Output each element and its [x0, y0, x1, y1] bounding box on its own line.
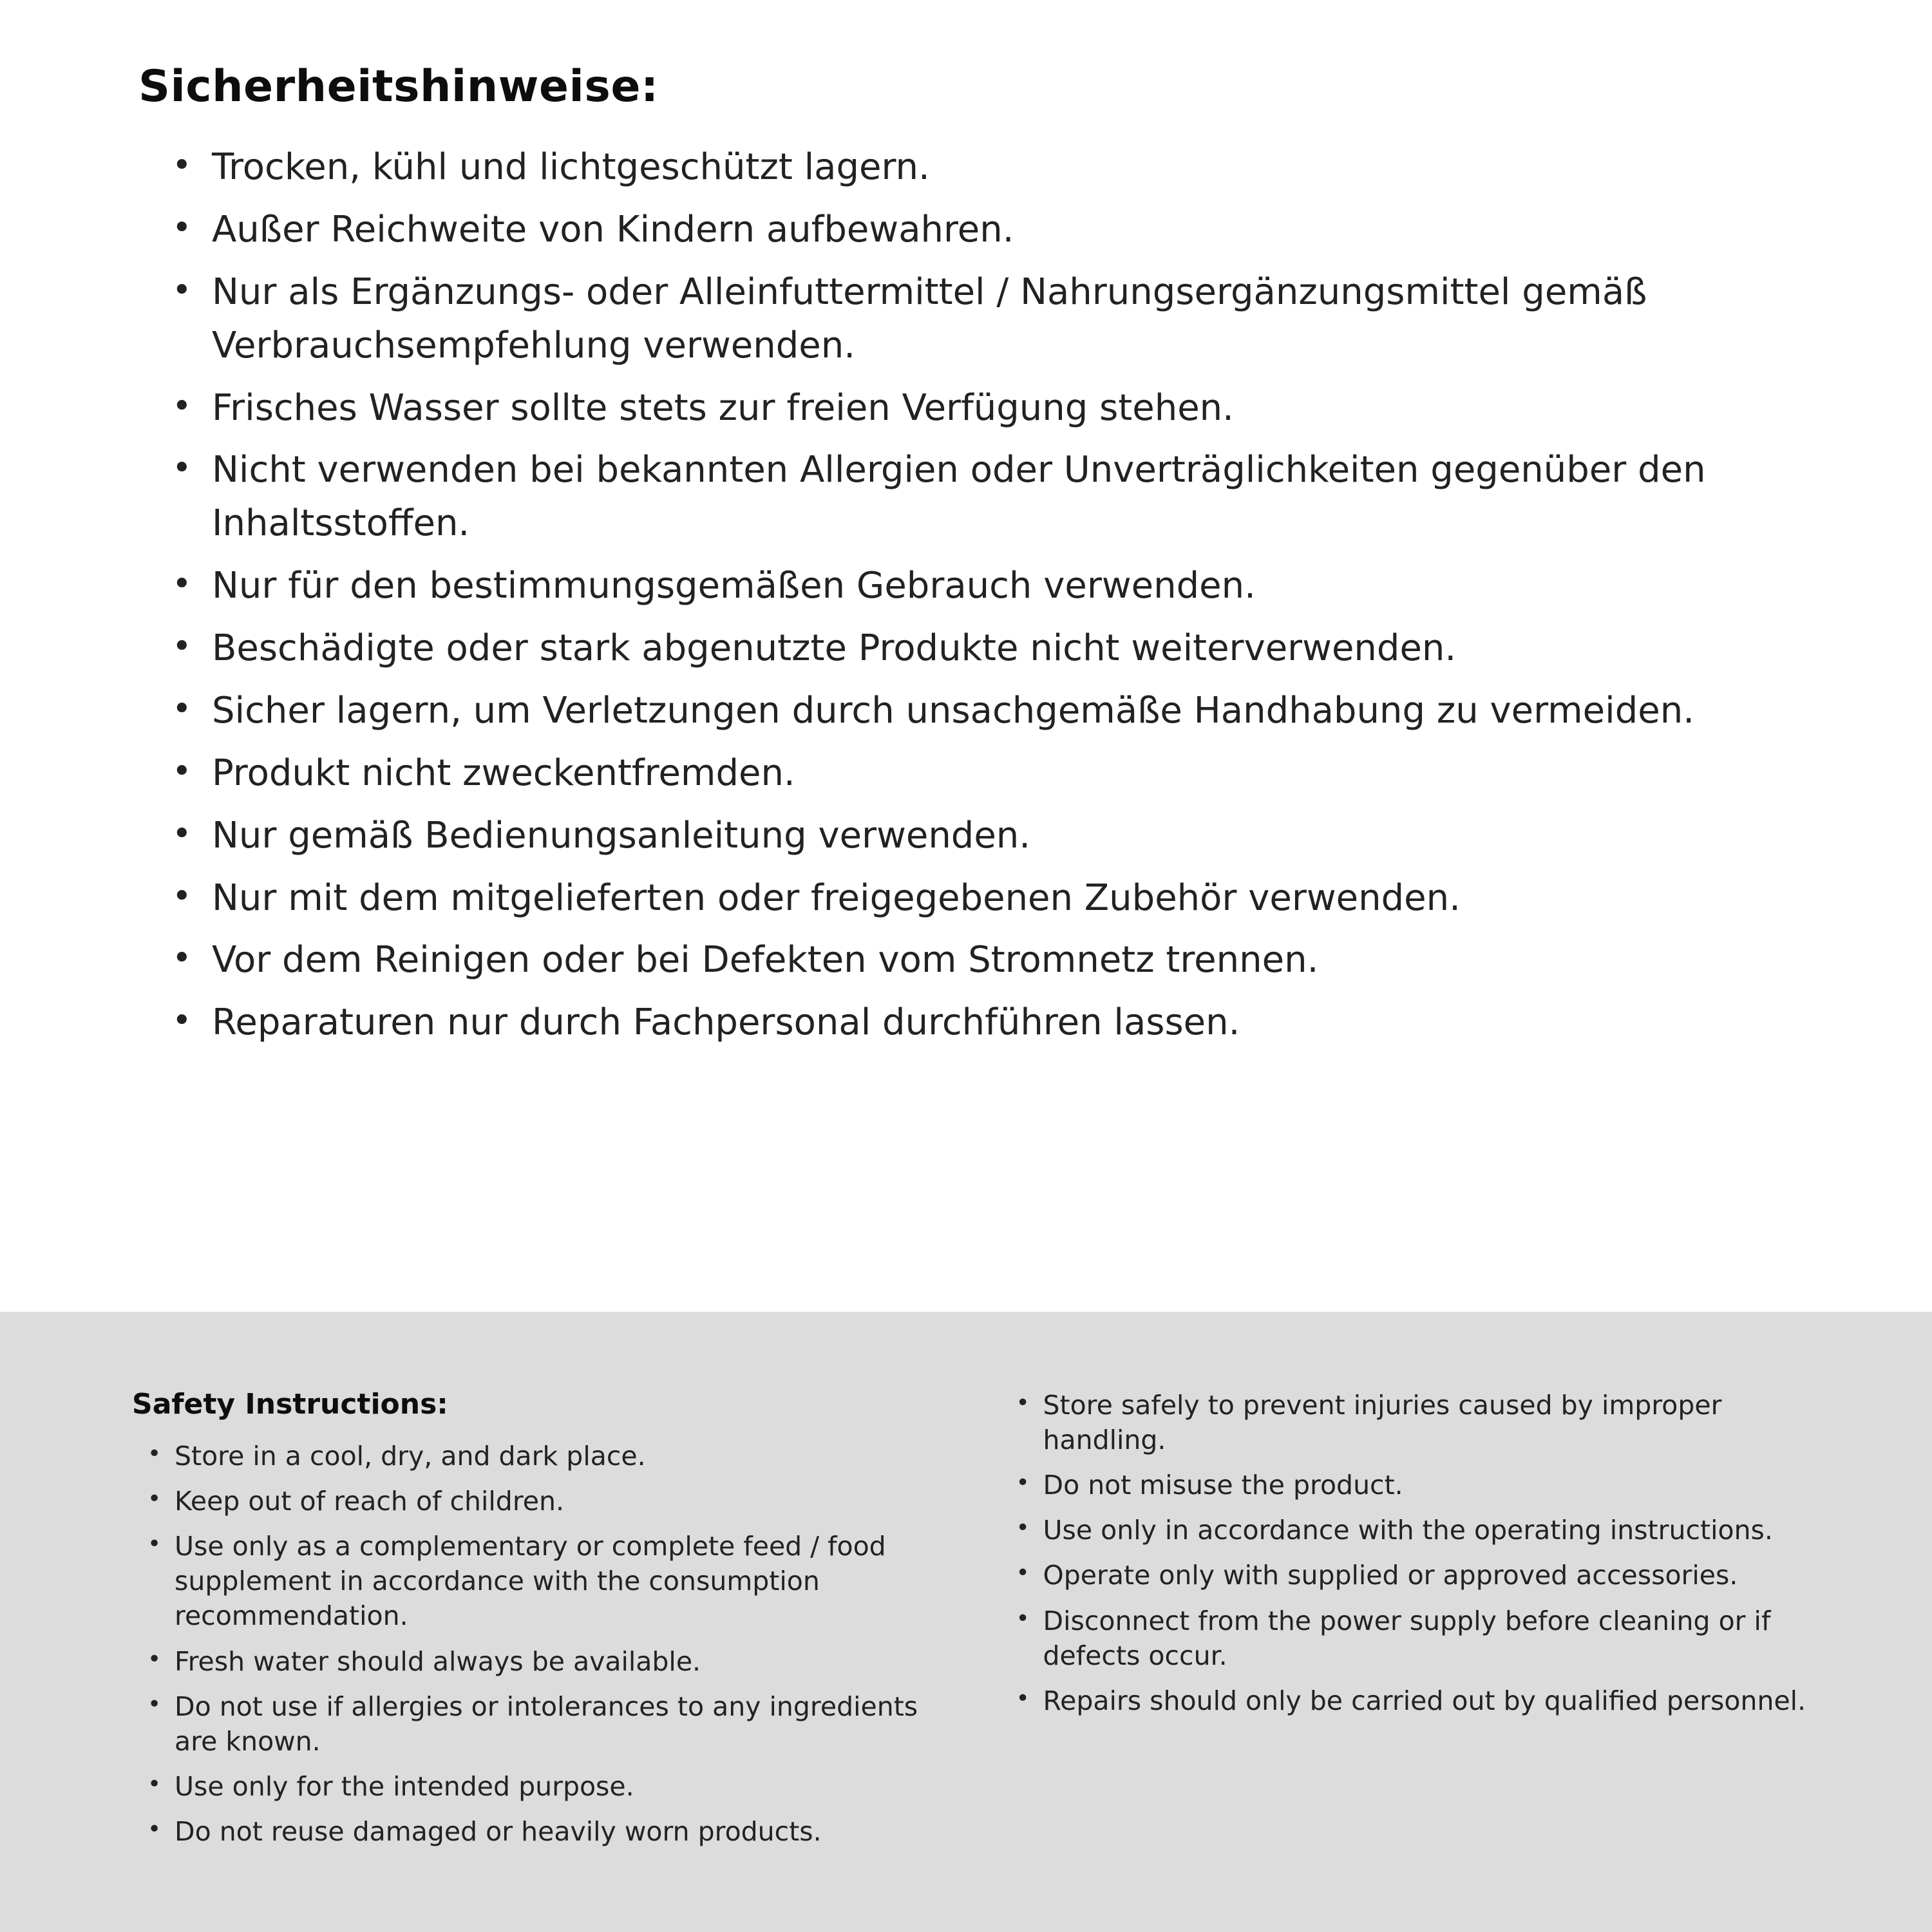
english-right-column: [1016, 1388, 1823, 1932]
list-item: • Operate only with supplied or approved accessories.: [1016, 1558, 1823, 1593]
list-item: • Reparaturen nur durch Fachpersonal durchführen lassen.: [172, 996, 1816, 1050]
german-section-title: Sicherheitshinweise:: [138, 61, 659, 112]
list-item: • Frisches Wasser sollte stets zur freien Verfügung stehen.: [172, 382, 1816, 435]
list-item: • Store in a cool, dry, and dark place.: [147, 1439, 939, 1473]
english-section-title: Safety Instructions:: [132, 1388, 448, 1421]
list-item: • Beschädigte oder stark abgenutzte Produkte nicht weiterverwenden.: [172, 622, 1816, 676]
list-item: • Store safely to prevent injuries caused by improper handling.: [1016, 1388, 1823, 1457]
list-item: • Sicher lagern, um Verletzungen durch unsachgemäße Handhabung zu vermeiden.: [172, 685, 1816, 738]
list-item: • Trocken, kühl und lichtgeschützt lagern.: [172, 141, 1816, 194]
list-item: • Use only for the intended purpose.: [147, 1769, 939, 1804]
german-safety-list: [138, 141, 1816, 1050]
list-item: • Nur mit dem mitgelieferten oder freigegebenen Zubehör verwenden.: [172, 872, 1816, 925]
list-item: • Keep out of reach of children.: [147, 1484, 939, 1519]
list-item: • Produkt nicht zweckentfremden.: [172, 747, 1816, 800]
list-item: • Repairs should only be carried out by qualified personnel.: [1016, 1683, 1823, 1718]
list-item: • Do not misuse the product.: [1016, 1468, 1823, 1502]
english-safety-list-left: [132, 1439, 939, 1849]
list-item: • Nur für den bestimmungsgemäßen Gebrauch verwenden.: [172, 560, 1816, 613]
list-item: • Nicht verwenden bei bekannten Allergien oder Unverträglichkeiten gegenüber den Inhaltsstoffen.: [172, 444, 1816, 551]
list-item: • Do not reuse damaged or heavily worn products.: [147, 1814, 939, 1849]
list-item: • Fresh water should always be available.: [147, 1644, 939, 1679]
english-safety-list-right: [1016, 1388, 1823, 1718]
list-item: • Vor dem Reinigen oder bei Defekten vom Stromnetz trennen.: [172, 934, 1816, 987]
list-item: • Außer Reichweite von Kindern aufbewahren.: [172, 204, 1816, 257]
list-item: • Use only as a complementary or complete feed / food supplement in accordance with the consumption recommendation.: [147, 1529, 939, 1633]
list-item: • Disconnect from the power supply before cleaning or if defects occur.: [1016, 1604, 1823, 1673]
english-safety-section: [0, 1312, 1932, 1932]
english-left-column: [132, 1388, 939, 1932]
list-item: • Do not use if allergies or intolerances to any ingredients are known.: [147, 1689, 939, 1759]
list-item: • Nur als Ergänzungs- oder Alleinfuttermittel / Nahrungsergänzungsmittel gemäß Verbrauchsempfehlung verwenden.: [172, 266, 1816, 373]
list-item: • Use only in accordance with the operating instructions.: [1016, 1513, 1823, 1548]
list-item: • Nur gemäß Bedienungsanleitung verwenden.: [172, 810, 1816, 863]
